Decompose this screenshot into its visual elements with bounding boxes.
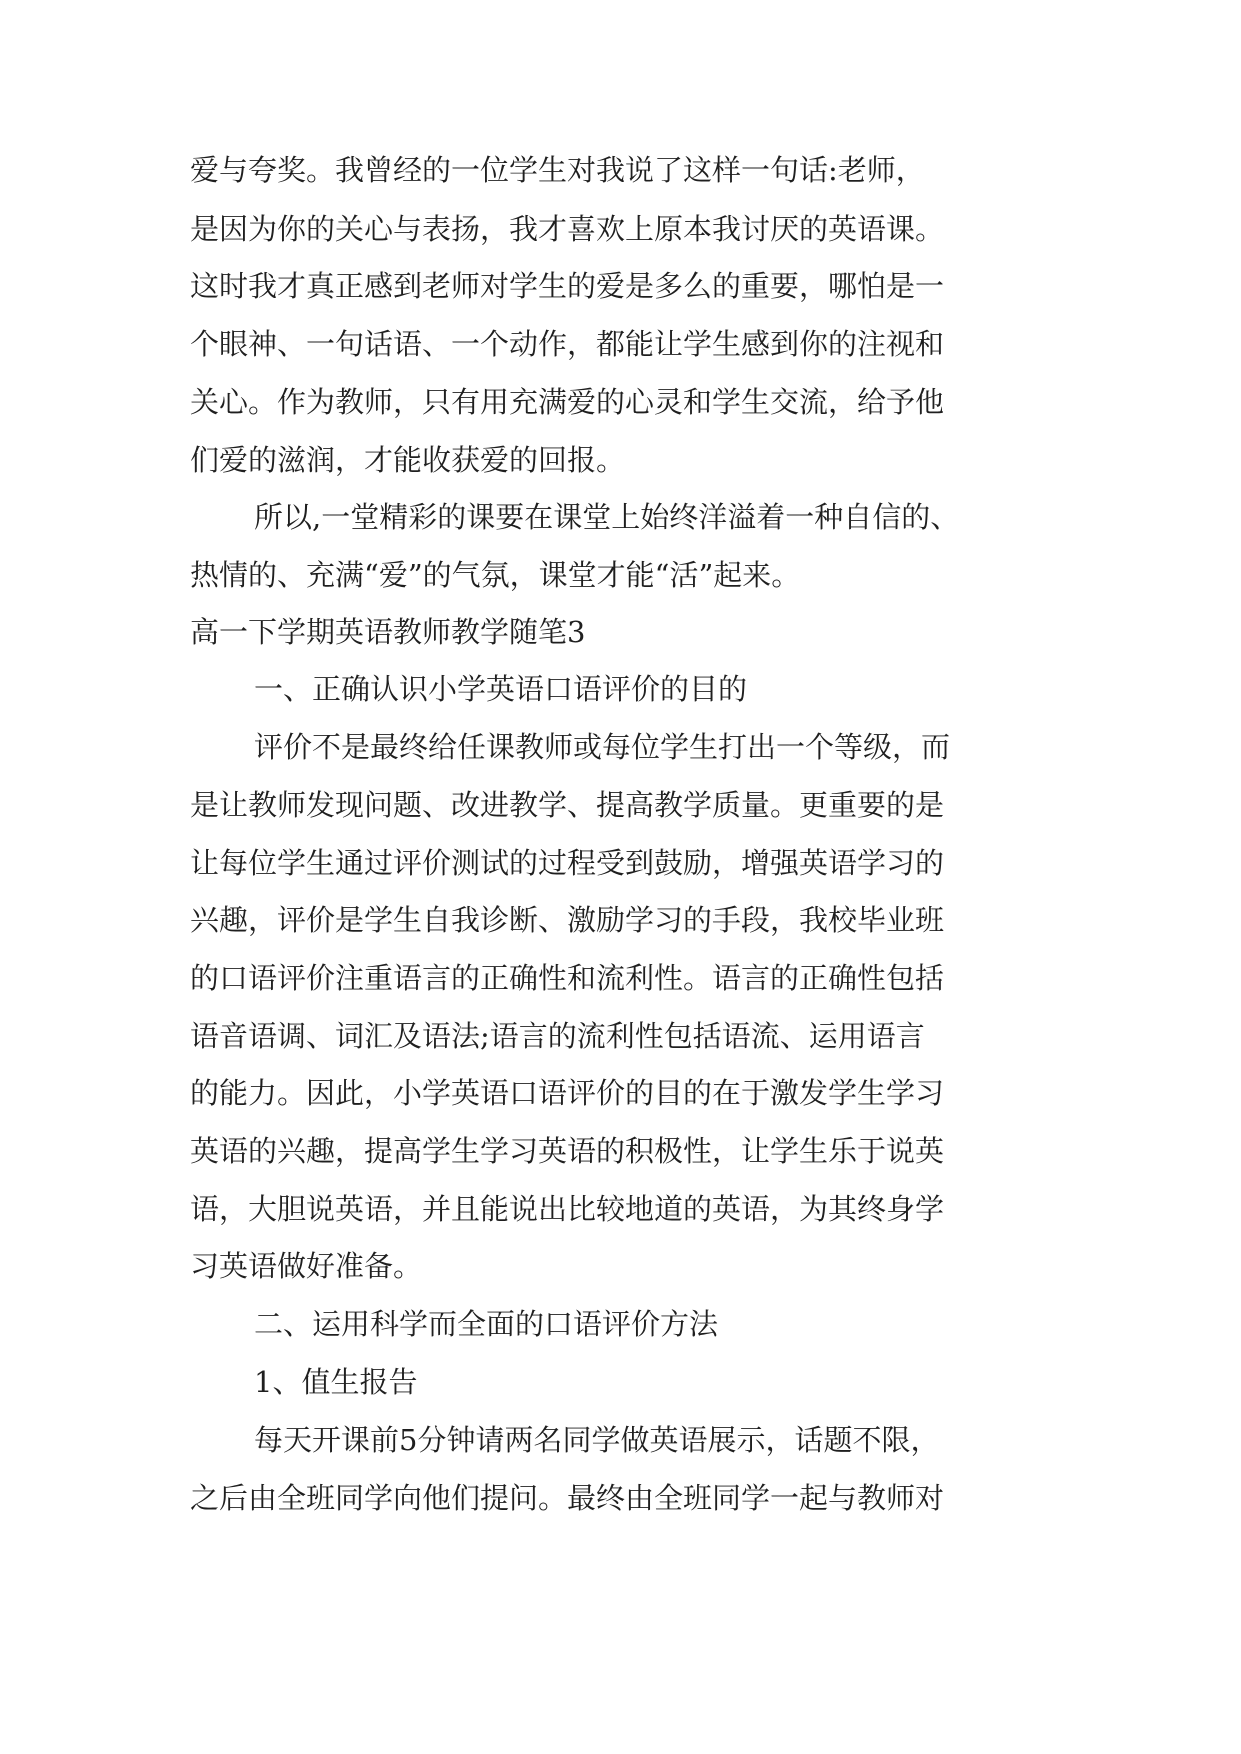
paragraph-line: 是让教师发现问题、改进教学、提高教学质量。更重要的是 (190, 788, 945, 822)
paragraph-line: 关心。作为教师，只有用充满爱的心灵和学生交流，给予他 (190, 385, 945, 419)
paragraph-line: 习英语做好准备。 (190, 1249, 423, 1283)
list-item-heading: 1、值生报告 (254, 1365, 418, 1399)
paragraph-line: 语音语调、词汇及语法;语言的流利性包括语流、运用语言 (190, 1019, 925, 1053)
paragraph-line: 之后由全班同学向他们提问。最终由全班同学一起与教师对 (190, 1481, 945, 1515)
paragraph-line: 兴趣，评价是学生自我诊断、激励学习的手段，我校毕业班 (190, 903, 945, 937)
paragraph-line: 英语的兴趣，提高学生学习英语的积极性，让学生乐于说英 (190, 1134, 945, 1168)
paragraph-line: 们爱的滋润，才能收获爱的回报。 (190, 443, 626, 477)
paragraph-line: 是因为你的关心与表扬，我才喜欢上原本我讨厌的英语课。 (190, 212, 945, 246)
paragraph-line: 热情的、充满“爱”的气氛，课堂才能“活”起来。 (190, 558, 801, 592)
section-heading: 高一下学期英语教师教学随笔3 (190, 615, 586, 649)
paragraph-line: 所以,一堂精彩的课要在课堂上始终洋溢着一种自信的、 (254, 500, 960, 534)
paragraph-line: 语，大胆说英语，并且能说出比较地道的英语，为其终身学 (190, 1192, 945, 1226)
paragraph-line: 让每位学生通过评价测试的过程受到鼓励，增强英语学习的 (190, 846, 945, 880)
paragraph-line: 个眼神、一句话语、一个动作，都能让学生感到你的注视和 (190, 327, 945, 361)
paragraph-line: 爱与夸奖。我曾经的一位学生对我说了这样一句话:老师， (190, 153, 925, 187)
subsection-heading: 二、运用科学而全面的口语评价方法 (254, 1307, 719, 1341)
paragraph-line: 的能力。因此，小学英语口语评价的目的在于激发学生学习 (190, 1076, 945, 1110)
paragraph-line: 这时我才真正感到老师对学生的爱是多么的重要，哪怕是一 (190, 269, 945, 303)
subsection-heading: 一、正确认识小学英语口语评价的目的 (254, 672, 748, 706)
paragraph-line: 评价不是最终给任课教师或每位学生打出一个等级，而 (254, 730, 951, 764)
paragraph-line: 每天开课前5分钟请两名同学做英语展示，话题不限， (254, 1423, 940, 1457)
paragraph-line: 的口语评价注重语言的正确性和流利性。语言的正确性包括 (190, 961, 945, 995)
